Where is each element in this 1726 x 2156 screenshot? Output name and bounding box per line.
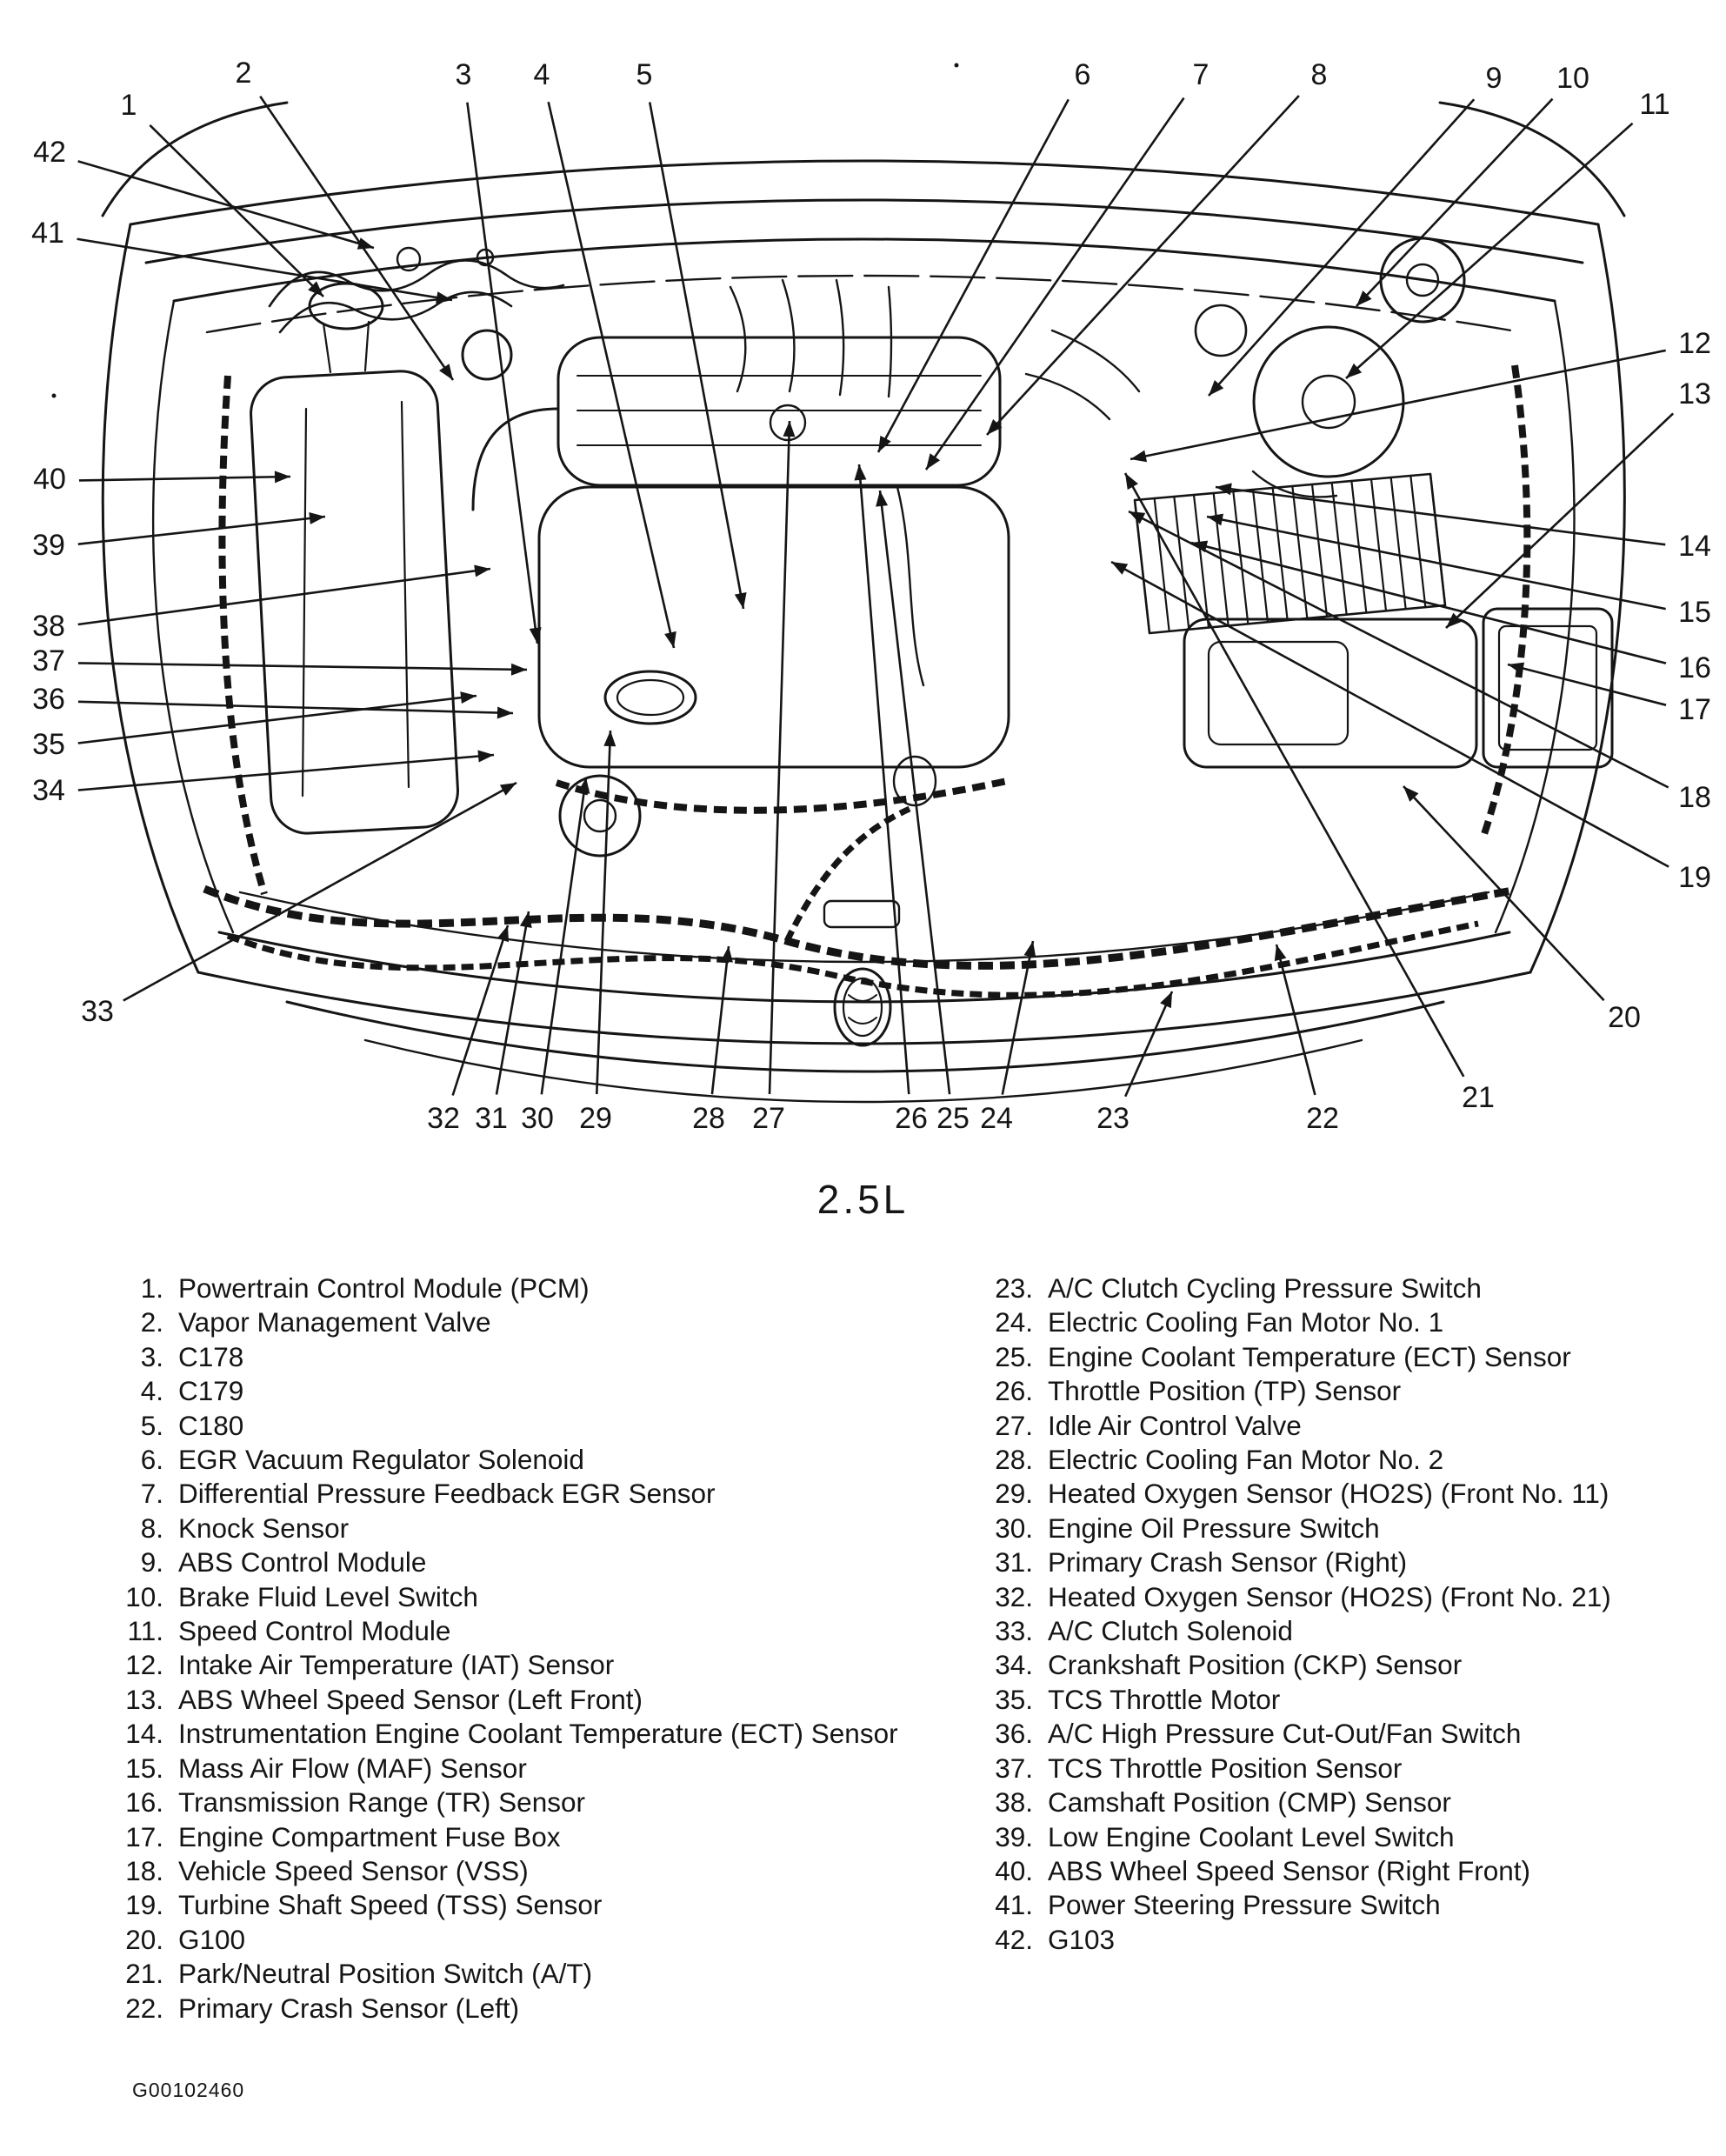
leader-line-40 bbox=[79, 477, 290, 480]
leader-arrow-35 bbox=[460, 691, 476, 704]
leader-arrow-23 bbox=[1160, 991, 1172, 1008]
legend-item-number: 23. bbox=[995, 1272, 1033, 1304]
legend-item-number: 21. bbox=[125, 1958, 163, 1990]
legend-item-number: 40. bbox=[995, 1854, 1033, 1886]
legend-item-label: A/C Clutch Cycling Pressure Switch bbox=[1048, 1272, 1482, 1304]
legend-item-number: 32. bbox=[995, 1580, 1033, 1612]
legend-item-label: Power Steering Pressure Switch bbox=[1048, 1889, 1441, 1921]
legend-item-34 bbox=[984, 1648, 1723, 1682]
legend-item-number: 41. bbox=[995, 1889, 1033, 1921]
callout-number-41: 41 bbox=[31, 216, 64, 250]
legend-column-left bbox=[115, 1272, 967, 2026]
legend-item-31 bbox=[984, 1545, 1723, 1579]
callout-number-17: 17 bbox=[1678, 692, 1711, 726]
legend-item-number: 20. bbox=[125, 1923, 163, 1955]
leader-arrow-40 bbox=[275, 471, 290, 483]
legend-item-label: TCS Throttle Position Sensor bbox=[1048, 1752, 1403, 1784]
legend-item-label: A/C Clutch Solenoid bbox=[1048, 1615, 1293, 1647]
callout-number-3: 3 bbox=[455, 57, 472, 91]
leader-line-41 bbox=[77, 239, 452, 300]
legend-item-label: Idle Air Control Valve bbox=[1048, 1409, 1302, 1441]
legend-item-number: 12. bbox=[125, 1649, 163, 1681]
legend-item-32 bbox=[984, 1580, 1723, 1614]
callout-number-28: 28 bbox=[692, 1101, 725, 1135]
leader-arrow-6 bbox=[878, 436, 891, 452]
legend-item-41 bbox=[984, 1888, 1723, 1922]
leader-line-28 bbox=[712, 946, 729, 1094]
legend-item-label: Engine Coolant Temperature (ECT) Sensor bbox=[1048, 1340, 1571, 1372]
legend-item-26 bbox=[984, 1374, 1723, 1408]
callout-number-6: 6 bbox=[1074, 57, 1091, 91]
legend-item-5 bbox=[115, 1409, 967, 1443]
legend-item-label: A/C High Pressure Cut-Out/Fan Switch bbox=[1048, 1718, 1522, 1750]
callout-number-9: 9 bbox=[1485, 61, 1503, 95]
legend-item-label: Camshaft Position (CMP) Sensor bbox=[1048, 1786, 1451, 1819]
engine-bay-line-art bbox=[52, 63, 1625, 1103]
legend-item-label: G103 bbox=[1048, 1923, 1116, 1955]
leader-arrow-31 bbox=[520, 911, 532, 928]
legend-item-label: C179 bbox=[178, 1375, 244, 1407]
legend-item-20 bbox=[115, 1923, 967, 1957]
leader-line-39 bbox=[78, 517, 325, 544]
legend-item-label: Primary Crash Sensor (Left) bbox=[178, 1992, 520, 2024]
legend-item-42 bbox=[984, 1923, 1723, 1957]
legend-item-label: Heated Oxygen Sensor (HO2S) (Front No. 21) bbox=[1048, 1580, 1611, 1612]
callout-number-22: 22 bbox=[1306, 1101, 1339, 1135]
legend-item-label: Vehicle Speed Sensor (VSS) bbox=[178, 1854, 529, 1886]
legend-item-label: Electric Cooling Fan Motor No. 1 bbox=[1048, 1306, 1444, 1338]
leader-line-9 bbox=[1209, 99, 1474, 396]
callout-number-18: 18 bbox=[1678, 780, 1711, 814]
callout-number-2: 2 bbox=[235, 56, 252, 90]
legend-item-label: EGR Vacuum Regulator Solenoid bbox=[178, 1444, 584, 1476]
legend-item-number: 11. bbox=[127, 1615, 163, 1647]
legend-item-label: Engine Oil Pressure Switch bbox=[1048, 1512, 1380, 1544]
radiator-hatch-line bbox=[1273, 488, 1288, 620]
leader-line-42 bbox=[78, 161, 374, 248]
callout-number-13: 13 bbox=[1678, 377, 1711, 411]
leader-arrow-22 bbox=[1275, 945, 1287, 961]
legend-item-number: 24. bbox=[995, 1306, 1033, 1338]
legend-item-16 bbox=[115, 1786, 967, 1819]
legend-item-number: 8. bbox=[140, 1512, 163, 1544]
leader-arrow-4 bbox=[664, 631, 676, 648]
legend-item-2 bbox=[115, 1305, 967, 1339]
legend-item-label: TCS Throttle Motor bbox=[1048, 1683, 1281, 1715]
radiator-hatch-line bbox=[1391, 477, 1406, 609]
legend-item-label: Engine Compartment Fuse Box bbox=[178, 1820, 561, 1852]
leader-line-17 bbox=[1508, 664, 1666, 705]
leader-line-37 bbox=[78, 663, 527, 670]
legend-item-label: Throttle Position (TP) Sensor bbox=[1048, 1375, 1402, 1407]
leader-line-36 bbox=[78, 702, 513, 713]
legend-item-14 bbox=[115, 1717, 967, 1751]
leader-arrow-29 bbox=[603, 731, 616, 746]
callout-number-11: 11 bbox=[1639, 87, 1670, 121]
legend-item-number: 31. bbox=[995, 1546, 1033, 1579]
legend-item-number: 18. bbox=[125, 1854, 163, 1886]
callout-number-26: 26 bbox=[895, 1101, 928, 1135]
callout-number-14: 14 bbox=[1678, 529, 1711, 563]
legend-item-11 bbox=[115, 1614, 967, 1648]
legend-item-36 bbox=[984, 1717, 1723, 1751]
legend-item-4 bbox=[115, 1374, 967, 1408]
callout-number-42: 42 bbox=[33, 135, 66, 169]
legend-item-number: 14. bbox=[125, 1718, 163, 1750]
callout-number-12: 12 bbox=[1678, 326, 1711, 360]
legend-item-number: 17. bbox=[125, 1820, 163, 1852]
legend-item-label: Heated Oxygen Sensor (HO2S) (Front No. 11) bbox=[1048, 1478, 1609, 1510]
legend-item-12 bbox=[115, 1648, 967, 1682]
leader-line-5 bbox=[650, 102, 743, 609]
callout-number-27: 27 bbox=[752, 1101, 785, 1135]
legend-item-label: Powertrain Control Module (PCM) bbox=[178, 1272, 590, 1304]
leader-arrow-28 bbox=[721, 946, 733, 963]
callout-number-21: 21 bbox=[1462, 1080, 1495, 1114]
legend-item-28 bbox=[984, 1443, 1723, 1477]
leader-arrow-36 bbox=[497, 707, 513, 719]
legend-item-label: Vapor Management Valve bbox=[178, 1306, 491, 1338]
legend-item-label: Speed Control Module bbox=[178, 1615, 451, 1647]
legend-item-label: Turbine Shaft Speed (TSS) Sensor bbox=[178, 1889, 603, 1921]
legend-item-number: 34. bbox=[995, 1649, 1033, 1681]
legend-item-number: 35. bbox=[995, 1683, 1033, 1715]
legend-item-27 bbox=[984, 1409, 1723, 1443]
legend-item-label: G100 bbox=[178, 1923, 246, 1955]
callout-number-16: 16 bbox=[1678, 651, 1711, 684]
legend-item-21 bbox=[115, 1957, 967, 1991]
leader-arrow-37 bbox=[511, 664, 527, 676]
legend-item-number: 9. bbox=[140, 1546, 163, 1579]
leader-arrow-27 bbox=[783, 421, 795, 437]
callout-number-1: 1 bbox=[120, 88, 137, 122]
leader-line-33 bbox=[123, 783, 516, 1001]
legend-item-label: Crankshaft Position (CKP) Sensor bbox=[1048, 1649, 1463, 1681]
legend-item-7 bbox=[115, 1477, 967, 1511]
legend-item-1 bbox=[115, 1272, 967, 1305]
callout-number-32: 32 bbox=[427, 1101, 460, 1135]
legend-item-number: 7. bbox=[140, 1478, 163, 1510]
legend-item-number: 1. bbox=[140, 1272, 163, 1304]
leader-line-38 bbox=[78, 569, 490, 624]
legend-item-label: Primary Crash Sensor (Right) bbox=[1048, 1546, 1408, 1579]
leader-line-27 bbox=[770, 421, 790, 1094]
legend-item-3 bbox=[115, 1340, 967, 1374]
leader-line-12 bbox=[1130, 350, 1666, 459]
figure-code: G00102460 bbox=[132, 2079, 245, 2101]
legend-item-label: Mass Air Flow (MAF) Sensor bbox=[178, 1752, 527, 1784]
legend-item-38 bbox=[984, 1786, 1723, 1819]
legend-item-30 bbox=[984, 1512, 1723, 1545]
legend-item-6 bbox=[115, 1443, 967, 1477]
leader-line-20 bbox=[1403, 786, 1604, 1000]
radiator-hatch-line bbox=[1410, 476, 1425, 607]
callout-number-20: 20 bbox=[1608, 1000, 1641, 1034]
legend-item-number: 15. bbox=[125, 1752, 163, 1784]
legend-item-label: Brake Fluid Level Switch bbox=[178, 1580, 478, 1612]
callout-number-8: 8 bbox=[1310, 57, 1328, 91]
legend-item-8 bbox=[115, 1512, 967, 1545]
callout-number-37: 37 bbox=[32, 644, 65, 678]
legend-item-number: 33. bbox=[995, 1615, 1033, 1647]
legend-item-15 bbox=[115, 1752, 967, 1786]
radiator-hatch-line bbox=[1253, 490, 1268, 622]
legend-item-number: 16. bbox=[125, 1786, 163, 1819]
callout-number-31: 31 bbox=[475, 1101, 508, 1135]
legend-item-label: Low Engine Coolant Level Switch bbox=[1048, 1820, 1455, 1852]
legend-item-13 bbox=[115, 1683, 967, 1717]
legend-item-label: Electric Cooling Fan Motor No. 2 bbox=[1048, 1444, 1444, 1476]
legend-item-number: 25. bbox=[995, 1340, 1033, 1372]
legend-item-number: 39. bbox=[995, 1820, 1033, 1852]
legend-item-18 bbox=[115, 1854, 967, 1888]
callout-number-10: 10 bbox=[1556, 61, 1589, 95]
legend-item-label: Instrumentation Engine Coolant Temperature (ECT) Sensor bbox=[178, 1718, 898, 1750]
leader-arrow-12 bbox=[1130, 451, 1147, 463]
legend-item-24 bbox=[984, 1305, 1723, 1339]
leader-line-22 bbox=[1276, 945, 1315, 1095]
legend-item-label: ABS Control Module bbox=[178, 1546, 427, 1579]
legend-item-label: Knock Sensor bbox=[178, 1512, 350, 1544]
callout-number-29: 29 bbox=[579, 1101, 612, 1135]
leader-arrow-21 bbox=[1125, 473, 1138, 490]
legend-item-number: 28. bbox=[995, 1444, 1033, 1476]
legend-item-number: 42. bbox=[995, 1923, 1033, 1955]
callout-number-30: 30 bbox=[521, 1101, 554, 1135]
callout-number-35: 35 bbox=[32, 727, 65, 761]
legend-item-19 bbox=[115, 1888, 967, 1922]
legend-item-label: C178 bbox=[178, 1340, 244, 1372]
legend-item-number: 5. bbox=[140, 1409, 163, 1441]
legend-item-number: 38. bbox=[995, 1786, 1033, 1819]
legend-item-number: 26. bbox=[995, 1375, 1033, 1407]
leader-line-29 bbox=[596, 731, 610, 1094]
legend-item-35 bbox=[984, 1683, 1723, 1717]
leader-line-11 bbox=[1346, 123, 1632, 378]
legend-item-number: 22. bbox=[125, 1992, 163, 2024]
legend-item-label: Intake Air Temperature (IAT) Sensor bbox=[178, 1649, 615, 1681]
leader-arrow-24 bbox=[1024, 941, 1036, 958]
leader-line-8 bbox=[987, 96, 1299, 435]
legend-item-23 bbox=[984, 1272, 1723, 1305]
leader-line-30 bbox=[542, 778, 586, 1094]
callout-number-38: 38 bbox=[32, 609, 65, 643]
legend-item-29 bbox=[984, 1477, 1723, 1511]
leader-line-2 bbox=[260, 97, 453, 380]
legend-item-number: 4. bbox=[140, 1375, 163, 1407]
legend-item-label: Park/Neutral Position Switch (A/T) bbox=[178, 1958, 593, 1990]
callout-number-4: 4 bbox=[533, 57, 550, 91]
legend-item-39 bbox=[984, 1820, 1723, 1854]
leader-line-3 bbox=[467, 103, 537, 644]
leader-arrow-2 bbox=[439, 364, 453, 380]
legend-item-number: 37. bbox=[995, 1752, 1033, 1784]
leader-arrow-39 bbox=[309, 512, 325, 524]
callout-number-19: 19 bbox=[1678, 860, 1711, 894]
callout-number-33: 33 bbox=[81, 994, 114, 1028]
legend-item-number: 13. bbox=[125, 1683, 163, 1715]
legend-item-label: C180 bbox=[178, 1409, 244, 1441]
leader-arrow-33 bbox=[500, 783, 516, 796]
legend-item-number: 10. bbox=[125, 1580, 163, 1612]
callout-number-5: 5 bbox=[636, 57, 653, 91]
legend-column-right bbox=[984, 1272, 1723, 1957]
leader-arrow-32 bbox=[497, 925, 509, 942]
legend-item-label: ABS Wheel Speed Sensor (Right Front) bbox=[1048, 1854, 1531, 1886]
legend-item-22 bbox=[115, 1992, 967, 2026]
legend-item-label: Differential Pressure Feedback EGR Sensor bbox=[178, 1478, 716, 1510]
legend-item-number: 29. bbox=[995, 1478, 1033, 1510]
legend-item-label: ABS Wheel Speed Sensor (Left Front) bbox=[178, 1683, 643, 1715]
legend-item-number: 27. bbox=[995, 1409, 1033, 1441]
legend-item-number: 2. bbox=[140, 1306, 163, 1338]
legend-item-17 bbox=[115, 1820, 967, 1854]
radiator-hatch-line bbox=[1312, 484, 1327, 617]
leader-arrow-5 bbox=[735, 592, 747, 609]
callout-number-24: 24 bbox=[980, 1101, 1013, 1135]
leader-line-7 bbox=[926, 98, 1184, 470]
callout-number-39: 39 bbox=[32, 528, 65, 562]
callout-number-25: 25 bbox=[936, 1101, 970, 1135]
legend-item-number: 30. bbox=[995, 1512, 1033, 1544]
leader-arrow-15 bbox=[1207, 514, 1223, 526]
legend-item-40 bbox=[984, 1854, 1723, 1888]
legend-item-number: 3. bbox=[140, 1340, 163, 1372]
callout-number-34: 34 bbox=[32, 773, 65, 807]
leader-arrow-25 bbox=[876, 491, 888, 507]
legend-item-37 bbox=[984, 1752, 1723, 1786]
leader-arrow-7 bbox=[926, 453, 940, 470]
legend-item-25 bbox=[984, 1340, 1723, 1374]
callout-number-7: 7 bbox=[1192, 57, 1210, 91]
callout-number-23: 23 bbox=[1096, 1101, 1130, 1135]
legend-item-10 bbox=[115, 1580, 967, 1614]
legend-item-number: 6. bbox=[140, 1444, 163, 1476]
legend-item-9 bbox=[115, 1545, 967, 1579]
callout-number-15: 15 bbox=[1678, 595, 1711, 629]
callout-layer bbox=[31, 57, 1711, 1135]
radiator-hatch-line bbox=[1430, 474, 1445, 605]
leader-arrow-42 bbox=[357, 237, 374, 249]
radiator-hatch-line bbox=[1155, 498, 1170, 631]
callout-number-40: 40 bbox=[33, 462, 66, 496]
leader-arrow-19 bbox=[1111, 562, 1128, 575]
legend-item-number: 36. bbox=[995, 1718, 1033, 1750]
legend-item-label: Transmission Range (TR) Sensor bbox=[178, 1786, 585, 1819]
leader-arrow-38 bbox=[474, 564, 490, 577]
callout-number-36: 36 bbox=[32, 682, 65, 716]
leader-line-34 bbox=[78, 755, 494, 790]
legend-item-number: 19. bbox=[125, 1889, 163, 1921]
leader-line-14 bbox=[1216, 487, 1665, 544]
legend-item-33 bbox=[984, 1614, 1723, 1648]
leader-line-10 bbox=[1356, 99, 1552, 306]
diagram-caption: 2.5L bbox=[816, 1177, 910, 1222]
